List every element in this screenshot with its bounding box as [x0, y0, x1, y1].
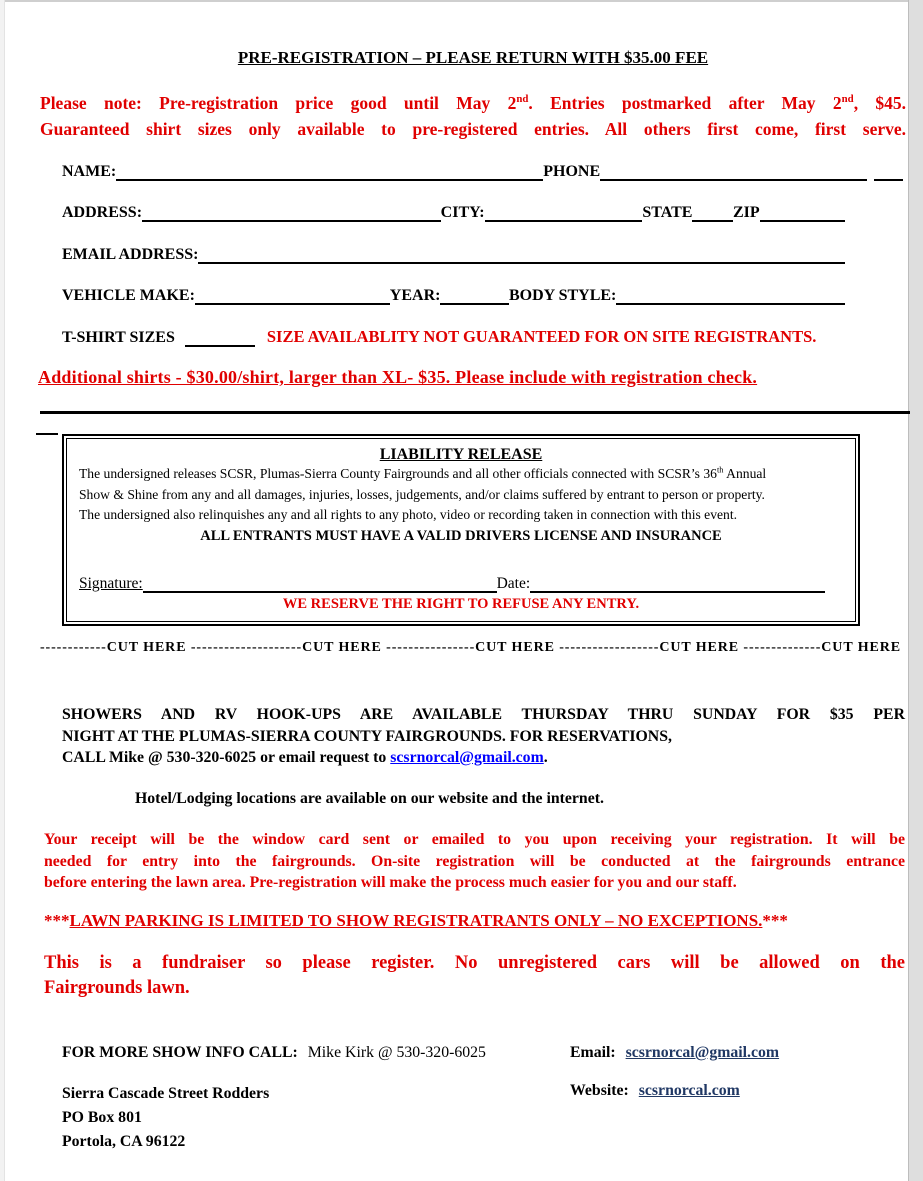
- liability-release-box: [62, 434, 860, 626]
- state-label: STATE: [642, 204, 693, 221]
- city-blank-line: [485, 202, 643, 222]
- lawn-stars-right: ***: [762, 911, 788, 930]
- phone-blank-line-2: [874, 161, 903, 181]
- city-label: CITY:: [440, 204, 485, 221]
- form-row-email: [62, 243, 845, 264]
- vehicle-make-label: VEHICLE MAKE:: [62, 287, 195, 304]
- superscript-nd: nd: [841, 93, 854, 106]
- page-left-edge: [0, 0, 5, 1181]
- hotel-lodging-line: Hotel/Lodging locations are available on our website and the internet.: [135, 790, 604, 807]
- tshirt-blank-line: [185, 327, 255, 347]
- liability-line1: The undersigned releases SCSR, Plumas-Sierra County Fairgrounds and all other officials connected with SCSR’s 36th Annual: [79, 464, 767, 481]
- signature-date-row: [79, 573, 843, 593]
- date-blank-line: [530, 575, 825, 593]
- page-right-edge: [908, 0, 923, 1181]
- price-notice-line1: Please note: Pre-registration price good until May 2nd. Entries postmarked after May 2nd, $45.: [40, 93, 907, 113]
- form-row-tshirt: [62, 326, 905, 347]
- superscript-th: th: [716, 464, 724, 475]
- showers-rv-paragraph: [62, 704, 905, 769]
- info-email-link[interactable]: scsrnorcal@gmail.com: [625, 1044, 780, 1061]
- price-notice: [40, 90, 906, 142]
- phone-blank-line: [600, 161, 866, 181]
- showers-line1: SHOWERS AND RV HOOK-UPS ARE AVAILABLE THURSDAY THRU SUNDAY FOR $35 PER: [62, 706, 905, 723]
- signature-blank-line: [143, 575, 497, 593]
- receipt-line2: needed for entry into the fairgrounds. On-site registration will be conducted at the fairgrounds entrance: [44, 852, 905, 870]
- size-warning-text: SIZE AVAILABLITY NOT GUARANTEED FOR ON SITE REGISTRANTS.: [266, 327, 817, 346]
- email-address-label: EMAIL ADDRESS:: [62, 246, 199, 263]
- lawn-parking-warning: [44, 911, 788, 931]
- tshirt-sizes-label: T-SHIRT SIZES: [62, 329, 175, 346]
- superscript-nd: nd: [516, 93, 529, 106]
- footer-city-state-zip: Portola, CA 96122: [62, 1133, 186, 1150]
- zip-label: ZIP: [733, 204, 760, 221]
- lawn-warning-text: LAWN PARKING IS LIMITED TO SHOW REGISTRATRANTS ONLY – NO EXCEPTIONS.: [69, 911, 763, 930]
- receipt-line3: before entering the lawn area. Pre-registration will make the process much easier for you and our staff.: [44, 874, 737, 891]
- year-label: YEAR:: [389, 287, 441, 304]
- footer-org-name: Sierra Cascade Street Rodders: [62, 1085, 270, 1102]
- lawn-stars-left: ***: [44, 911, 70, 930]
- zip-blank-line: [760, 202, 845, 222]
- fundraiser-line2: Fairgrounds lawn.: [44, 978, 190, 998]
- liability-line3: The undersigned also relinquishes any and all rights to any photo, video or recording taken in connection with this event.: [79, 507, 738, 522]
- fundraiser-paragraph: [44, 951, 905, 1001]
- page-title: [40, 48, 906, 68]
- email-label: Email:: [570, 1044, 616, 1061]
- footer-po-box: PO Box 801: [62, 1109, 142, 1126]
- body-style-label: BODY STYLE:: [508, 287, 617, 304]
- additional-shirts-note: Additional shirts - $30.00/shirt, larger than XL- $35. Please include with registration check.: [38, 367, 758, 387]
- phone-label: PHONE: [543, 163, 601, 180]
- show-info-row: [62, 1044, 905, 1062]
- name-label: NAME:: [62, 163, 117, 180]
- footer-address-block: [62, 1082, 269, 1154]
- fundraiser-line1: This is a fundraiser so please register. No unregistered cars will be allowed on the: [44, 953, 905, 973]
- showers-line2: NIGHT AT THE PLUMAS-SIERRA COUNTY FAIRGROUNDS. FOR RESERVATIONS,: [62, 727, 672, 745]
- page-top-edge: [0, 0, 923, 2]
- section-divider-rule: [40, 411, 910, 414]
- liability-heading: LIABILITY RELEASE: [379, 446, 543, 463]
- form-row-vehicle: [62, 284, 845, 305]
- show-info-call-value: Mike Kirk @ 530-320-6025: [307, 1044, 486, 1061]
- website-link[interactable]: scsrnorcal.com: [638, 1082, 740, 1099]
- receipt-line1: Your receipt will be the window card sent or emailed to you upon receiving your registration. It will be: [44, 831, 905, 848]
- left-tick-mark: [36, 433, 58, 435]
- show-info-email: [570, 1044, 779, 1062]
- email-blank-line: [198, 244, 845, 264]
- address-label: ADDRESS:: [62, 204, 143, 221]
- price-notice-line2: Guaranteed shirt sizes only available to pre-registered entries. All others first come, first serve.: [40, 119, 906, 139]
- form-row-address: [62, 201, 845, 222]
- reservation-email-link[interactable]: scsrnorcal@gmail.com: [390, 749, 544, 766]
- show-info-call-label: FOR MORE SHOW INFO CALL:: [62, 1044, 298, 1061]
- entrants-requirement-line: ALL ENTRANTS MUST HAVE A VALID DRIVERS LICENSE AND INSURANCE: [200, 527, 722, 544]
- liability-line2: Show & Shine from any and all damages, injuries, losses, judgements, and/or claims suffered by entrant to person or property.: [79, 486, 765, 502]
- address-blank-line: [142, 202, 441, 222]
- signature-label: Signature:: [79, 574, 143, 592]
- liability-paragraph: [79, 464, 843, 526]
- refuse-entry-notice: WE RESERVE THE RIGHT TO REFUSE ANY ENTRY.: [282, 595, 640, 612]
- website-label: Website:: [570, 1082, 629, 1099]
- year-blank-line: [440, 285, 508, 305]
- date-label: Date:: [496, 574, 531, 592]
- form-row-name-phone: [62, 160, 903, 181]
- name-blank-line: [116, 161, 543, 181]
- cut-here-line: ------------CUT HERE --------------------CUT HERE ----------------CUT HERE ------------------CUT HERE --------------CUT HERE: [40, 640, 901, 655]
- vehicle-make-blank-line: [195, 285, 390, 305]
- liability-release-inner: [66, 438, 856, 622]
- page-title-text: PRE-REGISTRATION – PLEASE RETURN WITH $35.00 FEE: [237, 48, 709, 67]
- showers-line3: CALL Mike @ 530-320-6025 or email request to scsrnorcal@gmail.com.: [62, 749, 548, 766]
- footer-website: [570, 1082, 740, 1100]
- body-style-blank-line: [616, 285, 845, 305]
- receipt-paragraph: [44, 829, 905, 894]
- state-blank-line: [692, 202, 733, 222]
